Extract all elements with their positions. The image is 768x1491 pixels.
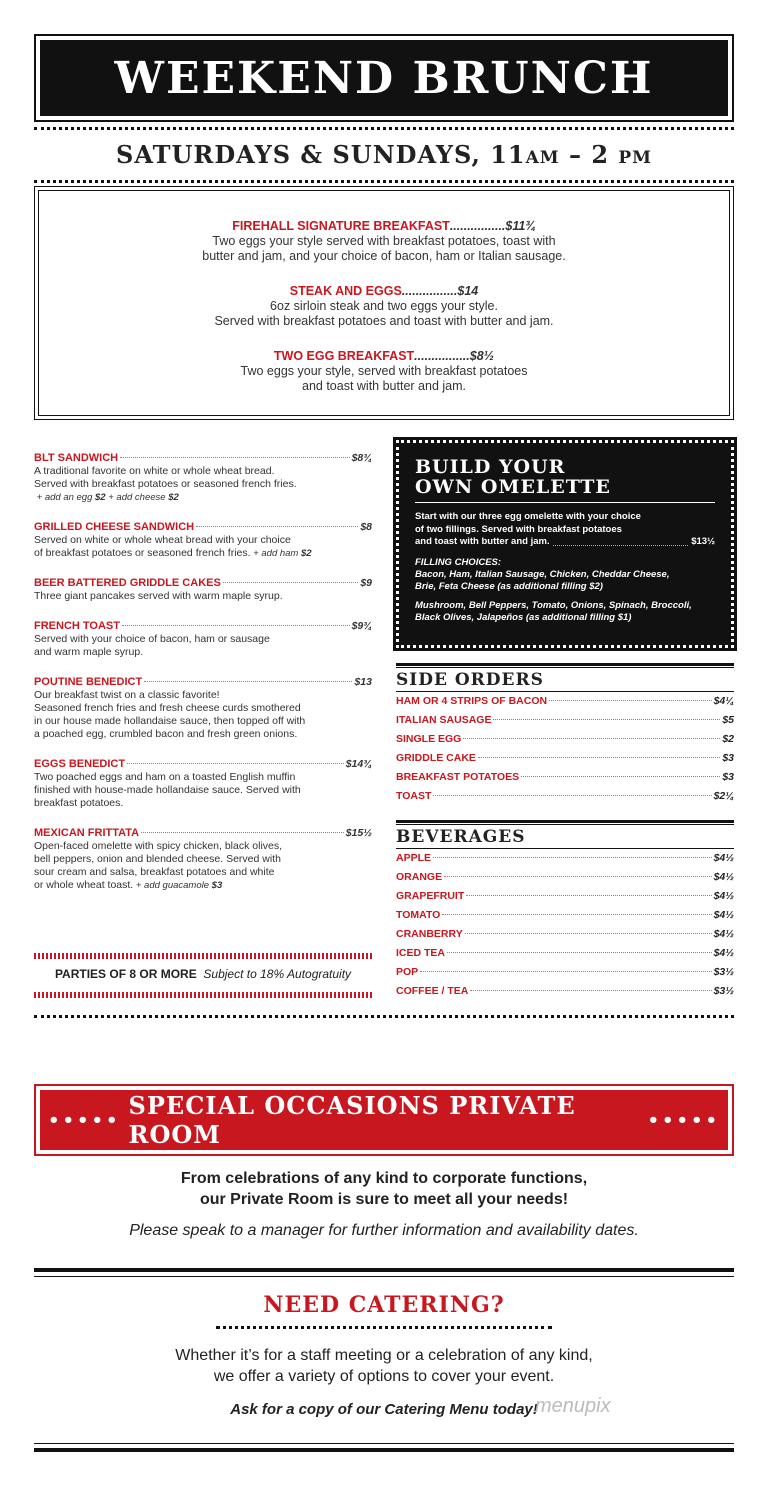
item-desc xyxy=(34,771,372,784)
item-name: POP xyxy=(396,966,419,978)
item-price: $4½ xyxy=(713,947,734,959)
list-item xyxy=(396,985,734,1004)
breakfast-item xyxy=(39,284,729,329)
breakfast-item xyxy=(39,219,729,264)
leader xyxy=(442,914,711,915)
catering-cta: Ask for a copy of our Catering Menu today! xyxy=(230,1401,538,1418)
special-banner-inner xyxy=(40,1090,728,1150)
catering-section xyxy=(34,1292,734,1418)
side-orders-title: SIDE ORDERS xyxy=(396,663,734,692)
item-desc xyxy=(34,646,372,659)
omelette-desc-line: Start with our three egg omelette with your choice xyxy=(415,511,641,522)
item-name: STEAK AND EGGS xyxy=(289,284,402,298)
menu-item-row xyxy=(34,758,372,771)
item-desc-text: Served with your choice of bacon, ham or sausage xyxy=(34,633,270,645)
menu-item xyxy=(34,676,372,741)
item-price: $3 xyxy=(722,771,734,783)
item-desc xyxy=(34,478,372,491)
rule xyxy=(34,1448,734,1452)
special-title: SPECIAL OCCASIONS PRIVATE ROOM xyxy=(128,1091,576,1149)
item-price: $4½ xyxy=(713,928,734,940)
leader xyxy=(223,582,359,583)
item-desc-text: Open-faced omelette with spicy chicken, black olives, xyxy=(34,840,283,852)
item-price: ................$11¾ xyxy=(449,219,536,233)
header-box xyxy=(34,34,734,122)
item-desc xyxy=(34,590,372,603)
page-title: WEEKEND BRUNCH xyxy=(40,40,728,116)
leader xyxy=(553,536,689,546)
list-item xyxy=(396,947,734,966)
item-name: TWO EGG BREAKFAST xyxy=(273,349,415,363)
price-value: $8½ xyxy=(469,349,495,363)
omelette-price-row xyxy=(415,536,715,549)
filling-line: Black Olives, Jalapeños (as additional filling $1) xyxy=(415,611,632,623)
item-name: BREAKFAST POTATOES xyxy=(396,771,520,783)
item-addon xyxy=(133,880,222,891)
item-desc xyxy=(34,534,372,547)
special-line: our Private Room is sure to meet all your needs! xyxy=(199,1191,569,1208)
stripe-divider xyxy=(34,953,372,959)
leader xyxy=(196,526,358,527)
omelette-desc-line: and toast with butter and jam. xyxy=(415,536,550,547)
addon-text: + add an egg xyxy=(36,492,96,503)
menu-item-row xyxy=(34,827,372,840)
item-name: BEER BATTERED GRIDDLE CAKES xyxy=(34,577,221,589)
item-desc-text: a poached egg, crumbled bacon and fresh green onions. xyxy=(34,728,298,740)
item-name: FRENCH TOAST xyxy=(34,620,120,632)
item-price: $8¾ xyxy=(351,452,372,464)
omelette-price: $13½ xyxy=(691,536,715,547)
item-name: HAM OR 4 STRIPS OF BACON xyxy=(396,695,548,707)
omelette-title-line: OWN OMELETTE xyxy=(415,476,611,498)
beverages-title: BEVERAGES xyxy=(396,820,734,849)
menu-item xyxy=(34,577,372,603)
list-item xyxy=(396,852,734,871)
leader xyxy=(447,952,712,953)
item-price: $3½ xyxy=(713,966,734,978)
list-item xyxy=(396,714,734,733)
leader xyxy=(433,857,712,858)
leader xyxy=(466,895,711,896)
parties-italic: Subject to 18% Autogratuity xyxy=(203,967,352,981)
omelette-desc-line: of two fillings. Served with breakfast potatoes xyxy=(415,523,622,535)
item-name: APPLE xyxy=(396,852,432,864)
leader xyxy=(144,681,352,682)
banner-dots: ••••• xyxy=(647,1109,720,1131)
item-price: $3½ xyxy=(713,985,734,997)
item-price: $4½ xyxy=(713,871,734,883)
beverages-list xyxy=(396,852,734,1004)
item-price: $14¾ xyxy=(345,758,372,770)
filling-choices xyxy=(415,557,715,624)
special-line: Please speak to a manager for further information and availability dates. xyxy=(129,1222,639,1239)
dash-text: – 2 xyxy=(559,140,619,169)
days-hours xyxy=(34,140,734,169)
menu-item xyxy=(34,620,372,659)
list-item xyxy=(396,871,734,890)
menu-item-row xyxy=(34,521,372,534)
list-item xyxy=(396,928,734,947)
item-desc-text: Two poached eggs and ham on a toasted English muffin xyxy=(34,771,296,783)
item-desc xyxy=(34,853,372,866)
breakfast-box xyxy=(34,186,734,420)
menu-item xyxy=(34,827,372,892)
list-item xyxy=(396,890,734,909)
item-desc: Served with breakfast potatoes and toast with butter and jam. xyxy=(214,314,554,328)
filling-line: Mushroom, Bell Peppers, Tomato, Onions, Spinach, Broccoli, xyxy=(415,599,692,611)
omelette-title-line: BUILD YOUR xyxy=(415,456,566,478)
catering-title: NEED CATERING? xyxy=(263,1292,505,1318)
omelette-title xyxy=(415,457,715,503)
addon-text: + add ham xyxy=(250,548,301,559)
item-price: $9¾ xyxy=(351,620,372,632)
banner-dots: ••••• xyxy=(48,1109,121,1131)
item-desc-text: or whole wheat toast. xyxy=(34,879,134,891)
addon-price: $3 xyxy=(211,880,223,891)
leader xyxy=(122,625,350,626)
special-text xyxy=(34,1168,734,1240)
item-price: $9 xyxy=(360,577,372,589)
addon-price: $2 xyxy=(168,492,179,503)
leader xyxy=(433,795,711,796)
leader xyxy=(141,832,344,833)
list-item xyxy=(396,733,734,752)
parties-bold: PARTIES OF 8 OR MORE xyxy=(54,967,197,981)
item-desc xyxy=(34,689,372,702)
item-desc xyxy=(34,547,372,560)
divider xyxy=(34,127,734,130)
list-item xyxy=(396,695,734,714)
item-name: TOMATO xyxy=(396,909,441,921)
item-price: $13 xyxy=(354,676,372,688)
item-name: GRAPEFRUIT xyxy=(396,890,465,902)
omelette-box xyxy=(396,440,734,648)
item-name: ITALIAN SAUSAGE xyxy=(396,714,492,726)
leader xyxy=(549,700,711,701)
list-item xyxy=(396,909,734,928)
item-price: $4½ xyxy=(713,852,734,864)
item-name: EGGS BENEDICT xyxy=(34,758,126,770)
days-text: SATURDAYS & SUNDAYS, 11 xyxy=(115,140,526,169)
list-item xyxy=(396,771,734,790)
menu-item-row xyxy=(34,577,372,590)
item-desc: butter and jam, and your choice of bacon, ham or Italian sausage. xyxy=(202,249,566,263)
rule xyxy=(34,1443,734,1444)
item-desc-text: Three giant pancakes served with warm maple syrup. xyxy=(34,590,283,602)
item-desc xyxy=(34,879,372,892)
item-name: TOAST xyxy=(396,790,432,802)
list-item xyxy=(396,966,734,985)
leader xyxy=(521,776,720,777)
pm-text: PM xyxy=(618,148,652,168)
item-desc xyxy=(34,633,372,646)
leader xyxy=(470,990,711,991)
item-name: ICED TEA xyxy=(396,947,446,959)
item-desc-text: and warm maple syrup. xyxy=(34,646,144,658)
filling-label: FILLING CHOICES: xyxy=(415,556,502,568)
catering-line: we offer a variety of options to cover your event. xyxy=(213,1368,555,1385)
item-price: $4½ xyxy=(713,909,734,921)
item-desc-text: A traditional favorite on white or whole wheat bread. xyxy=(34,465,275,477)
price-value: $14 xyxy=(457,284,479,298)
breakfast-list xyxy=(38,190,730,416)
item-price: ................$8½ xyxy=(414,349,495,363)
item-price: $2¼ xyxy=(713,790,734,802)
catering-line: Whether it’s for a staff meeting or a celebration of any kind, xyxy=(175,1347,593,1364)
menu-item-row xyxy=(34,452,372,465)
item-desc xyxy=(34,784,372,797)
item-desc-text: Our breakfast twist on a classic favorite! xyxy=(34,689,220,701)
addon-price: $2 xyxy=(95,492,106,503)
list-item xyxy=(396,790,734,809)
leader xyxy=(478,757,720,758)
item-addon xyxy=(34,491,372,504)
leader xyxy=(444,876,711,877)
breakfast-item xyxy=(39,349,729,394)
leader xyxy=(493,719,720,720)
item-price: ................$14 xyxy=(401,284,479,298)
filling-line: Brie, Feta Cheese (as additional filling $2) xyxy=(415,580,603,592)
rule xyxy=(34,1268,734,1272)
divider xyxy=(34,1015,734,1018)
item-name: CRANBERRY xyxy=(396,928,463,940)
list-item xyxy=(396,752,734,771)
item-name: COFFEE / TEA xyxy=(396,985,469,997)
leader xyxy=(127,763,344,764)
item-name: MEXICAN FRITTATA xyxy=(34,827,140,839)
divider xyxy=(34,180,734,183)
leader xyxy=(463,738,720,739)
item-price: $8 xyxy=(360,521,372,533)
menu-item-row xyxy=(34,620,372,633)
item-desc xyxy=(34,728,372,741)
item-desc-text: Served on white or whole wheat bread with your choice xyxy=(34,534,291,546)
item-price: $4½ xyxy=(713,890,734,902)
item-name: BLT SANDWICH xyxy=(34,452,119,464)
rule xyxy=(34,1276,734,1277)
item-price: $15½ xyxy=(345,827,372,839)
item-desc: Two eggs your style served with breakfast potatoes, toast with xyxy=(212,234,556,248)
item-desc xyxy=(34,840,372,853)
left-menu-column xyxy=(34,452,372,909)
item-name: GRIDDLE CAKE xyxy=(396,752,476,764)
special-line: From celebrations of any kind to corporate functions, xyxy=(180,1170,588,1187)
addon-text: + add cheese xyxy=(105,492,169,503)
leader xyxy=(465,933,712,934)
leader xyxy=(420,971,711,972)
menu-item-row xyxy=(34,676,372,689)
leader xyxy=(120,457,349,458)
item-name: SINGLE EGG xyxy=(396,733,462,745)
item-name: GRILLED CHEESE SANDWICH xyxy=(34,521,195,533)
item-desc xyxy=(34,715,372,728)
item-desc xyxy=(34,702,372,715)
item-desc-text: in our house made hollandaise sauce, then topped off with xyxy=(34,715,306,727)
menu-item xyxy=(34,521,372,560)
item-desc-text: bell peppers, onion and blended cheese. Served with xyxy=(34,853,281,865)
item-price: $4¼ xyxy=(713,695,734,707)
item-desc xyxy=(34,465,372,478)
stripe-divider xyxy=(34,992,372,998)
item-desc-text: Seasoned french fries and fresh cheese curds smothered xyxy=(34,702,301,714)
item-price: $3 xyxy=(722,752,734,764)
item-addon xyxy=(251,548,312,559)
menu-item xyxy=(34,758,372,810)
menu-item xyxy=(34,452,372,504)
item-desc xyxy=(34,866,372,879)
item-desc-text: breakfast potatoes. xyxy=(34,797,124,809)
item-name: FIREHALL SIGNATURE BREAKFAST xyxy=(232,219,450,233)
item-price: $5 xyxy=(722,714,734,726)
item-desc-text: finished with house-made hollandaise sauce. Served with xyxy=(34,784,301,796)
item-desc-text: sour cream and salsa, breakfast potatoes and white xyxy=(34,866,275,878)
parties-note xyxy=(34,967,372,981)
am-text: AM xyxy=(525,148,560,168)
omelette-desc xyxy=(415,511,715,549)
item-name: ORANGE xyxy=(396,871,443,883)
addon-price: $2 xyxy=(300,548,312,559)
watermark: menupix xyxy=(535,1395,611,1417)
item-desc: and toast with butter and jam. xyxy=(302,379,466,393)
addon-text: + add guacamole xyxy=(133,880,212,891)
side-orders-list xyxy=(396,695,734,809)
divider xyxy=(216,1326,552,1329)
item-price: $2 xyxy=(722,733,734,745)
item-desc-text: of breakfast potatoes or seasoned french fries. xyxy=(34,547,251,559)
filling-line: Bacon, Ham, Italian Sausage, Chicken, Cheddar Cheese, xyxy=(415,568,670,580)
item-name: POUTINE BENEDICT xyxy=(34,676,143,688)
price-value: $11¾ xyxy=(505,219,536,233)
item-desc-text: Served with breakfast potatoes or seasoned french fries. xyxy=(34,478,297,490)
item-desc: Two eggs your style, served with breakfast potatoes xyxy=(240,364,528,378)
special-banner xyxy=(34,1084,734,1156)
item-desc: 6oz sirloin steak and two eggs your style. xyxy=(270,299,498,313)
item-desc xyxy=(34,797,372,810)
